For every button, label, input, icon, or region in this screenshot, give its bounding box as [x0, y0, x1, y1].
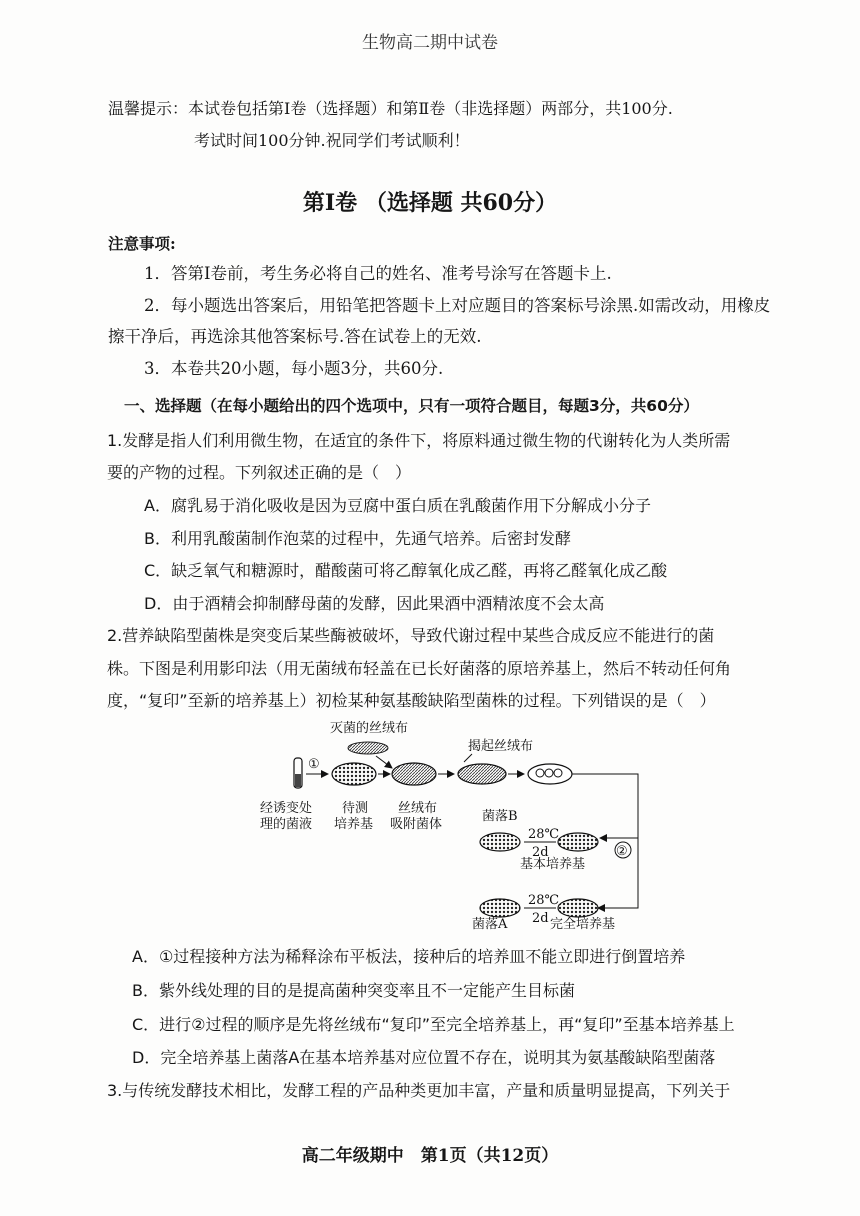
q2-option-a: A．①过程接种方法为稀释涂布平板法，接种后的培养皿不能立即进行倒置培养: [132, 947, 686, 966]
complete-medium-plate-icon: [558, 899, 598, 917]
velvet-cloth-icon: [348, 742, 388, 754]
replica-plating-diagram: [250, 718, 650, 930]
colony-a-label: 菌落A: [472, 917, 508, 930]
basic-temp-label: 28℃: [528, 827, 560, 842]
q3-stem-line-1: 3.与传统发酵技术相比，发酵工程的产品种类更加丰富，产量和质量明显提高，下列关于: [107, 1081, 731, 1100]
q2-option-b: B．紫外线处理的目的是提高菌种突变率且不一定能产生目标菌: [132, 981, 575, 1000]
q2-stem-line-2: 株。下图是利用影印法（用无菌绒布轻盖在已长好菌落的原培养基上，然后不转动任何角: [107, 659, 732, 678]
imprint-icon: [528, 764, 572, 784]
adsorb-plate-icon: [392, 763, 436, 785]
notes-heading: 注意事项:: [108, 234, 176, 253]
q1-option-b: B．利用乳酸菌制作泡菜的过程中，先通气培养。后密封发酵: [144, 529, 571, 548]
colony-b-plate-icon: [480, 833, 520, 851]
section-title: 第Ⅰ卷 （选择题 共60分）: [302, 190, 558, 216]
notes-item-2-line-1: 2．每小题选出答案后，用铅笔把答题卡上对应题目的答案标号涂黑.如需改动，用橡皮: [144, 296, 771, 315]
complete-temp-label: 28℃: [528, 893, 560, 908]
q2-option-c: C．进行②过程的顺序是先将丝绒布“复印”至完全培养基上，再“复印”至基本培养基上: [132, 1015, 735, 1034]
q1-stem-line-1: 1.发酵是指人们利用微生物，在适宜的条件下，将原料通过微生物的代谢转化为人类所需: [107, 431, 731, 450]
tip-line-2: 考试时间100分钟.祝同学们考试顺利！: [194, 131, 470, 150]
part1-heading: 一、选择题（在每小题给出的四个选项中，只有一项符合题目，每题3分，共60分）: [124, 397, 699, 415]
tip-line-1: 温馨提示：本试卷包括第Ⅰ卷（选择题）和第Ⅱ卷（非选择题）两部分，共100分.: [108, 99, 673, 118]
tube-label-line-1: 经诱变处: [260, 801, 313, 816]
q2-stem-line-3: 度，“复印”至新的培养基上）初检某种氨基酸缺陷型菌株的过程。下列错误的是（ ）: [107, 691, 716, 710]
q1-stem-line-2: 要的产物的过程。下列叙述正确的是（ ）: [107, 463, 412, 482]
q2-option-d: D．完全培养基上菌落A在基本培养基对应位置不存在，说明其为氨基酸缺陷型菌落: [132, 1048, 716, 1067]
colony-a-plate-icon: [480, 899, 520, 917]
plate-label-line-1: 待测: [342, 801, 369, 816]
q1-option-a: A．腐乳易于消化吸收是因为豆腐中蛋白质在乳酸菌作用下分解成小分子: [144, 496, 651, 515]
complete-days-label: 2d: [532, 911, 549, 926]
plate-label-line-2: 培养基: [334, 817, 374, 832]
notes-item-3: 3．本卷共20小题，每小题3分，共60分.: [144, 359, 444, 378]
complete-medium-label: 完全培养基: [550, 917, 616, 930]
test-tube-icon: [294, 758, 302, 788]
notes-item-2-line-2: 擦干净后，再选涂其他答案标号.答在试卷上的无效.: [108, 327, 482, 346]
basic-days-label: 2d: [532, 845, 549, 860]
basic-medium-plate-icon: [558, 833, 598, 851]
q1-option-d: D．由于酒精会抑制酵母菌的发酵，因此果酒中酒精浓度不会太高: [144, 594, 605, 613]
adsorb-label-line-1: 丝绒布: [398, 801, 438, 816]
step1-marker: ①: [308, 757, 320, 772]
colony-b-label: 菌落B: [482, 809, 518, 824]
page-header: 生物高二期中试卷: [362, 33, 498, 53]
adsorb-label-line-2: 吸附菌体: [390, 817, 443, 832]
notes-item-1: 1．答第Ⅰ卷前，考生务必将自己的姓名、准考号涂写在答题卡上.: [144, 264, 612, 283]
q2-stem-line-1: 2.营养缺陷型菌株是突变后某些酶被破坏，导致代谢过程中某些合成反应不能进行的菌: [107, 626, 715, 645]
page-footer: 高二年级期中 第1页（共12页）: [301, 1146, 559, 1166]
lifted-cloth-icon: [458, 764, 506, 784]
q1-option-c: C．缺乏氧气和糖源时，醋酸菌可将乙醇氧化成乙醛，再将乙醛氧化成乙酸: [144, 561, 668, 580]
tube-label-line-2: 理的菌液: [260, 817, 313, 832]
test-plate-icon: [332, 763, 376, 785]
lift-label: 揭起丝绒布: [468, 739, 534, 754]
step2-marker: ②: [616, 844, 628, 859]
basic-medium-label: 基本培养基: [520, 857, 586, 872]
cloth-label: 灭菌的丝绒布: [330, 721, 409, 736]
